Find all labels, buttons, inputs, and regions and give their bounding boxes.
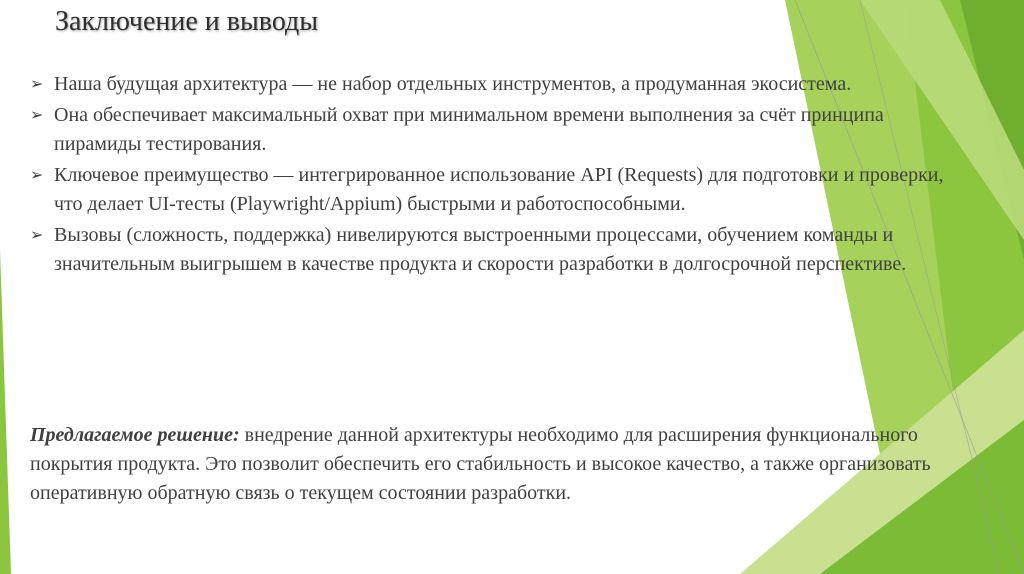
conclusion-lead: Предлагаемое решение: [30,424,240,446]
bullet-text: Наша будущая архитектура — не набор отдельных инструментов, а продуманная экосистема. [54,73,852,95]
arrow-bullet-icon: ➢ [30,76,44,93]
conclusion-paragraph [30,421,980,508]
bullet-item [30,101,960,159]
bullet-list [30,70,960,281]
conclusion-text: внедрение данной архитектуры необходимо для расширения функционального покрытия продукта. Это позволит обеспечить его стабильность и высокое качество, а также организовать оперативную обратную связь о текущем состоянии разработки. [30,424,931,504]
bullet-item [30,161,960,219]
arrow-bullet-icon: ➢ [30,107,44,124]
left-edge-strip [0,250,11,574]
bullet-item [30,221,960,279]
bullet-text: Ключевое преимущество — интегрированное использование API (Requests) для подготовки и проверки, что делает UI-тесты (Playwright/Appium) быстрыми и работоспособными. [54,164,944,215]
bullet-text: Она обеспечивает максимальный охват при минимальном времени выполнения за счёт принципа пирамиды тестирования. [54,104,884,155]
bullet-item [30,70,960,99]
slide-title: Заключение и выводы [55,6,319,37]
arrow-bullet-icon: ➢ [30,227,44,244]
arrow-bullet-icon: ➢ [30,167,44,184]
bullet-text: Вызовы (сложность, поддержка) нивелируются выстроенными процессами, обучением команды и значительным выигрышем в качестве продукта и скорости разработки в долгосрочной перспективе. [54,224,907,275]
